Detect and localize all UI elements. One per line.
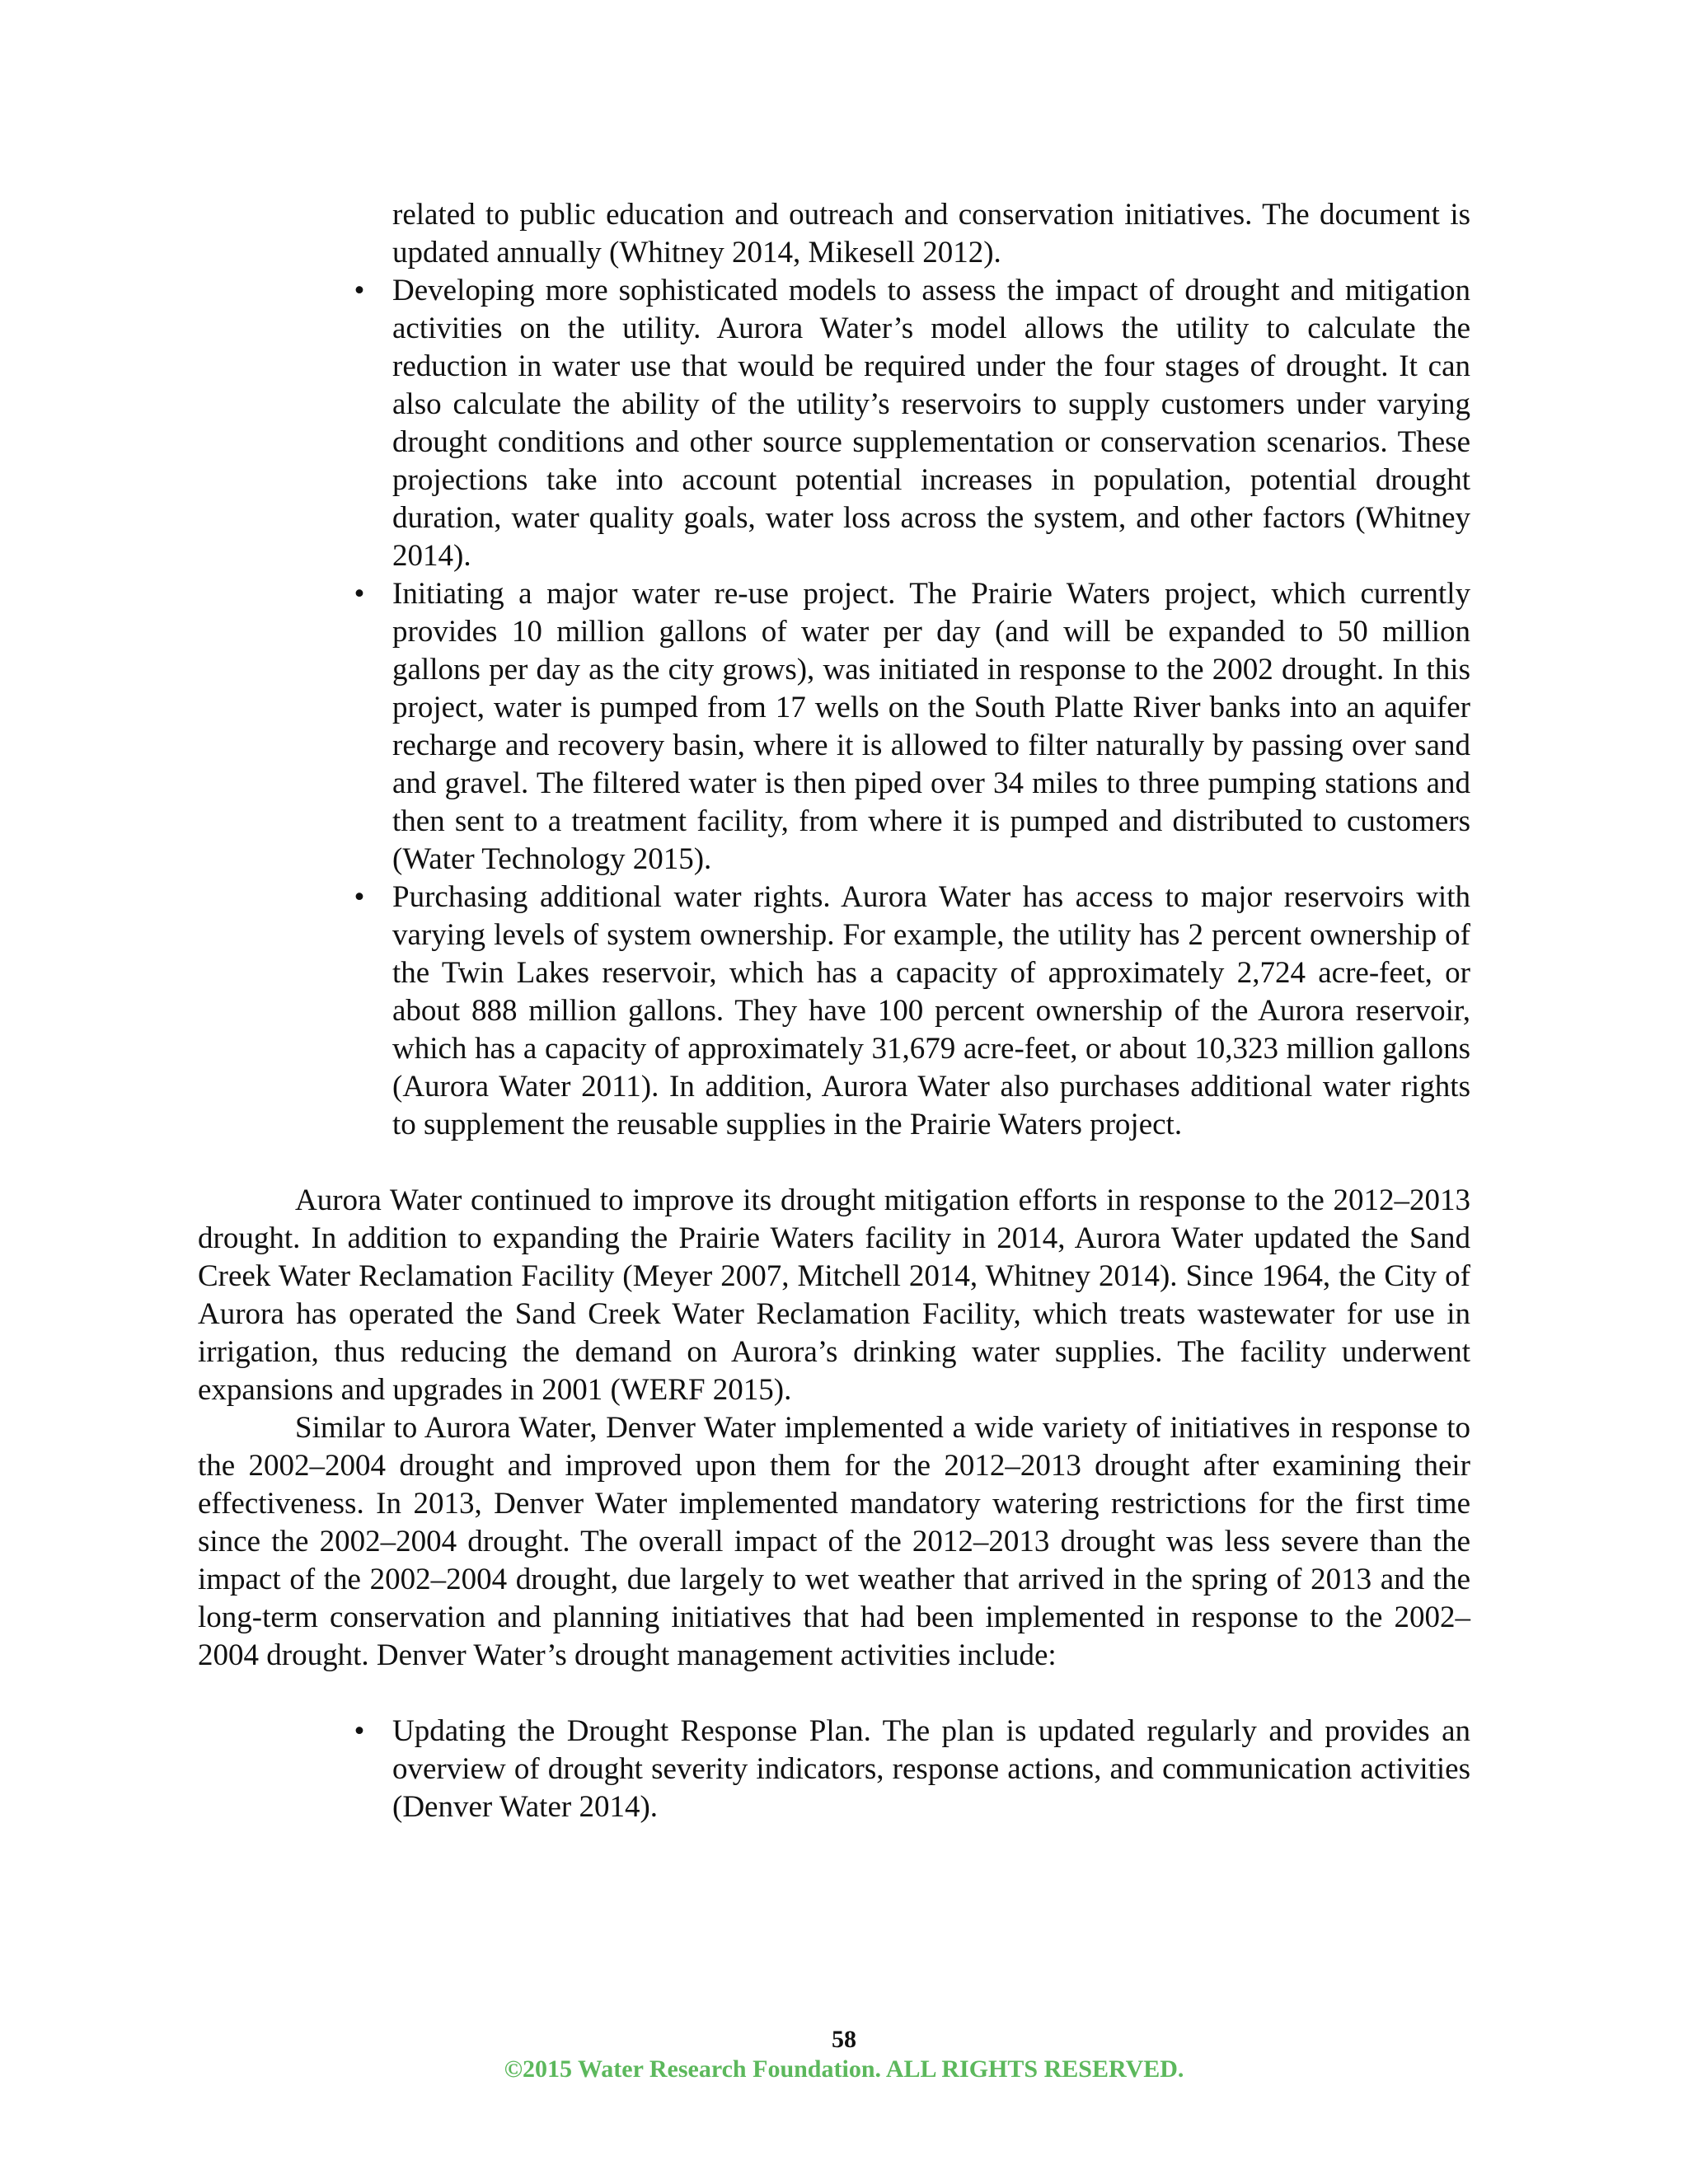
bullet-text: Developing more sophisticated models to assess the impact of drought and mitigation activities on the utility. Aurora Water’s model allows the utility to calculate the reduction in water use that would be required under the four stages of drought. It can also calculate the ability of the utility’s reservoirs to supply customers under varying drought conditions and other source supplementation or conservation scenarios. These projections take into account potential increases in population, potential drought duration, water quality goals, water loss across the system, and other factors (Whitney 2014). — [392, 274, 1470, 573]
bullet-icon: • — [354, 880, 365, 914]
bullet-list-bottom — [198, 1713, 1470, 1826]
bullet-item-drought-plan — [354, 1713, 1470, 1826]
bullet-item-water-reuse — [354, 575, 1470, 879]
bullet-list-top — [198, 196, 1470, 1144]
bullet-text: Purchasing additional water rights. Aurora Water has access to major reservoirs with varying levels of system ownership. For example, the utility has 2 percent ownership of the Twin Lakes reservoir, which has a capacity of approximately 2,724 acre-feet, or about 888 million gallons. They have 100 percent ownership of the Aurora reservoir, which has a capacity of approximately 31,679 acre-feet, or about 10,323 million gallons (Aurora Water 2011). In addition, Aurora Water also purchases additional water rights to supplement the reusable supplies in the Prairie Waters project. — [392, 880, 1470, 1141]
body-paragraph-aurora: Aurora Water continued to improve its drought mitigation efforts in response to the 2012–2013 drought. In addition to expanding the Prairie Waters facility in 2014, Aurora Water updated the Sand Creek Water Reclamation Facility (Meyer 2007, Mitchell 2014, Whitney 2014). Since 1964, the City of Aurora has operated the Sand Creek Water Reclamation Facility, which treats wastewater for use in irrigation, thus reducing the demand on Aurora’s drinking water supplies. The facility underwent expansions and upgrades in 2001 (WERF 2015). — [198, 1183, 1470, 1407]
copyright-notice: ©2015 Water Research Foundation. ALL RIGHTS RESERVED. — [504, 2055, 1184, 2083]
spacer — [198, 1144, 1470, 1182]
bullet-item-water-rights — [354, 879, 1470, 1144]
bullet-item-models — [354, 272, 1470, 575]
bullet-icon: • — [354, 274, 365, 307]
bullet-icon: • — [354, 1714, 365, 1748]
body-paragraph-denver: Similar to Aurora Water, Denver Water implemented a wide variety of initiatives in response to the 2002–2004 drought and improved upon them for the 2012–2013 drought after examining their effectiveness. In 2013, Denver Water implemented mandatory watering restrictions for the first time since the 2002–2004 drought. The overall impact of the 2012–2013 drought was less severe than the impact of the 2002–2004 drought, due largely to wet weather that arrived in the spring of 2013 and the long-term conservation and planning initiatives that had been implemented in response to the 2002–2004 drought. Denver Water’s drought management activities include: — [198, 1411, 1470, 1672]
bullet-icon: • — [354, 577, 365, 611]
bullet-text: Updating the Drought Response Plan. The plan is updated regularly and provides an overview of drought severity indicators, response actions, and communication activities (Denver Water 2014). — [392, 1714, 1470, 1824]
page-content — [198, 196, 1470, 1826]
page-number: 58 — [832, 2026, 856, 2053]
continued-paragraph: related to public education and outreach and conservation initiatives. The document is updated annually (Whitney 2014, Mikesell 2012). — [392, 198, 1470, 269]
spacer — [198, 1675, 1470, 1713]
bullet-text: Initiating a major water re-use project. The Prairie Waters project, which currently provides 10 million gallons of water per day (and will be expanded to 50 million gallons per day as the city grows), was initiated in response to the 2002 drought. In this project, water is pumped from 17 wells on the South Platte River banks into an aquifer recharge and recovery basin, where it is allowed to filter naturally by passing over sand and gravel. The filtered water is then piped over 34 miles to three pumping stations and then sent to a treatment facility, from where it is pumped and distributed to customers (Water Technology 2015). — [392, 577, 1470, 876]
